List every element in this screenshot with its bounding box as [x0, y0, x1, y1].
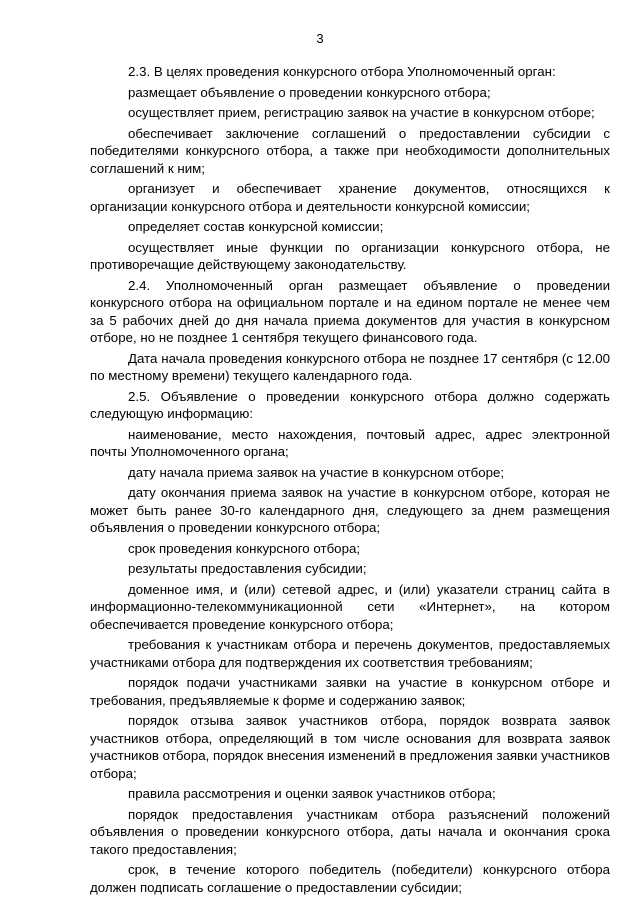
list-item-withdrawal-order: порядок отзыва заявок участников отбора, порядок возврата заявок участников отбора, определяющий в том числе основания для возврата заявок участников отбора, порядок внесения изменений в предложения заявки участников отбора;: [90, 713, 610, 781]
page-number: 3: [316, 31, 324, 46]
document-body: [90, 63, 610, 899]
list-item-end-date: дату окончания приема заявок на участие в конкурсном отборе, которая не может быть ранее 30-го календарного дня, следующего за днем размещения объявления о проведении конкурсного отбора;: [90, 485, 610, 535]
paragraph-document-storage: организует и обеспечивает хранение документов, относящихся к организации конкурсного отбора и деятельности конкурсной комиссии;: [90, 181, 610, 214]
paragraph-2-4: 2.4. Уполномоченный орган размещает объявление о проведении конкурсного отбора на официальном портале и на едином портале не менее чем за 5 рабочих дней до дня начала приема документов для участия в конкурсном отборе, но не позднее 1 сентября текущего финансового года.: [90, 277, 610, 345]
list-item-signing-deadline: срок, в течение которого победитель (победители) конкурсного отбора должен подписать соглашение о предоставлении субсидии;: [90, 862, 610, 895]
paragraph-start-date: Дата начала проведения конкурсного отбора не позднее 17 сентября (с 12.00 по местному времени) текущего календарного года.: [90, 350, 610, 383]
paragraph-2-3-intro: 2.3. В целях проведения конкурсного отбора Уполномоченный орган:: [128, 64, 556, 79]
paragraph-other-functions: осуществляет иные функции по организации конкурсного отбора, не противоречащие действующему законодательству.: [90, 239, 610, 272]
list-item-domain-name: доменное имя, и (или) сетевой адрес, и (или) указатели страниц сайта в информационно-телекоммуникационной сети «Интернет», на котором обеспечивается проведение конкурсного отбора;: [90, 581, 610, 632]
list-item-start-date: дату начала приема заявок на участие в конкурсном отборе;: [128, 464, 505, 480]
paragraph-2-5: 2.5. Объявление о проведении конкурсного отбора должно содержать следующую информацию:: [90, 388, 610, 421]
list-item-evaluation-rules: правила рассмотрения и оценки заявок участников отбора;: [128, 786, 496, 801]
paragraph-agreements: обеспечивает заключение соглашений о предоставлении субсидии с победителями конкурсного отбора, а также при необходимости дополнительных соглашений к ним;: [90, 125, 610, 176]
list-item-requirements: требования к участникам отбора и перечень документов, предоставляемых участниками отбора для подтверждения их соответствия требованиям;: [90, 637, 610, 670]
list-item-selection-period: срок проведения конкурсного отбора;: [128, 540, 361, 556]
paragraph-commission-composition: определяет состав конкурсной комиссии;: [128, 219, 384, 234]
paragraph-receive-applications: осуществляет прием, регистрацию заявок на участие в конкурсном отборе;: [128, 105, 595, 120]
list-item-clarifications: порядок предоставления участникам отбора разъяснений положений объявления о проведении конкурсного отбора, даты начала и окончания срока такого предоставления;: [90, 806, 610, 857]
list-item-subsidy-results: результаты предоставления субсидии;: [128, 561, 367, 576]
paragraph-post-announcement: размещает объявление о проведении конкурсного отбора;: [128, 84, 491, 100]
list-item-name-address: наименование, место нахождения, почтовый адрес, адрес электронной почты Уполномоченного органа;: [90, 426, 610, 459]
list-item-submission-order: порядок подачи участниками заявки на участие в конкурсном отборе и требования, предъявляемые к форме и содержанию заявок;: [90, 675, 610, 708]
